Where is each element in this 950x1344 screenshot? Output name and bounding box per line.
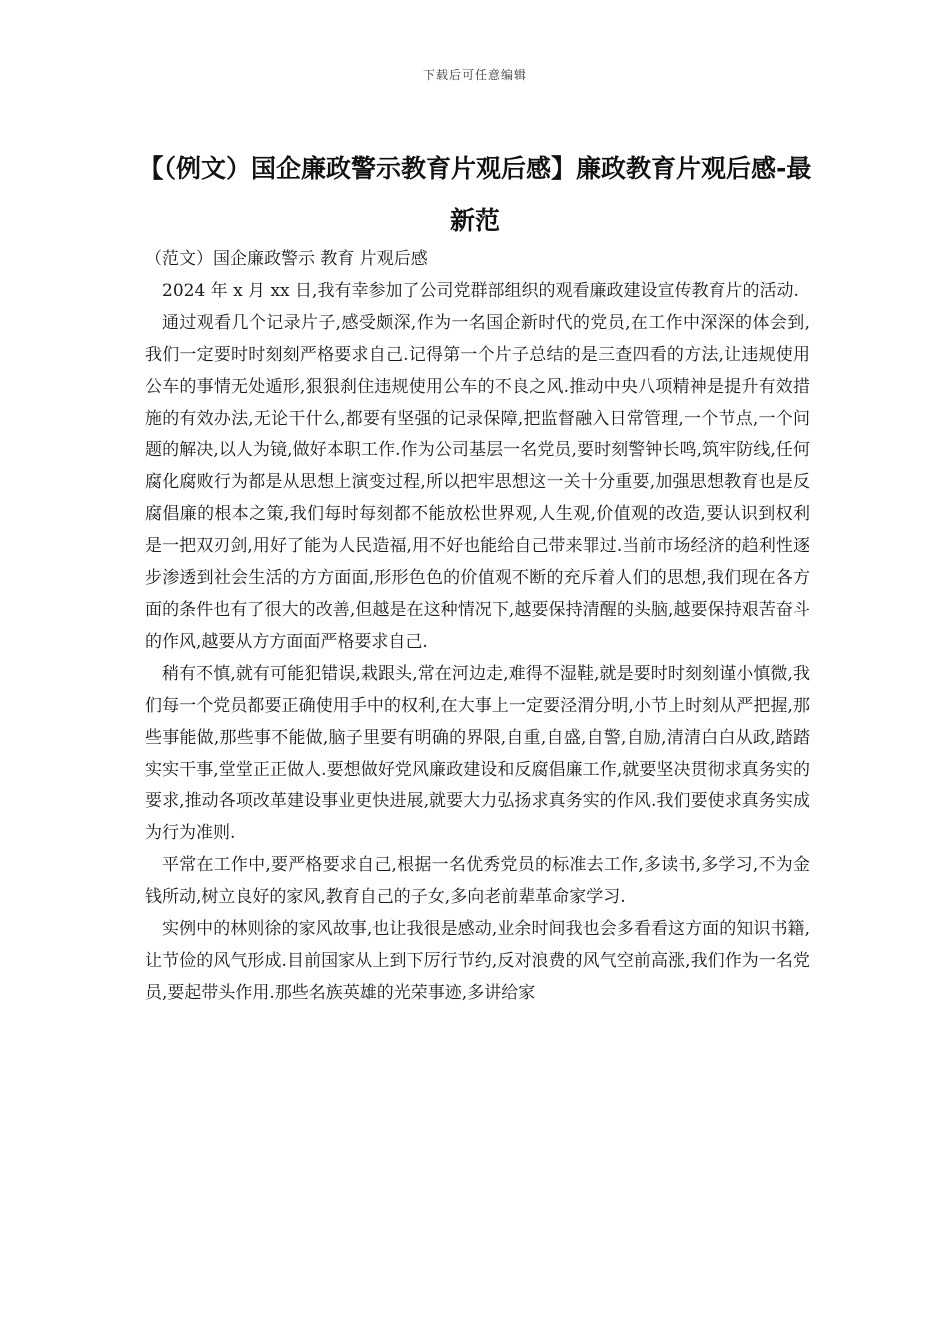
paragraph: 通过观看几个记录片子,感受颇深,作为一名国企新时代的党员,在工作中深深的体会到,我们一定要时时刻刻严格要求自己.记得第一个片子总结的是三查四看的方法,让违规使用公车的事情无处遁形,狠狠刹住违规使用公车的不良之风.推动中央八项精神是提升有效措施的有效办法,无论干什么,都要有坚强的记录保障,把监督融入日常管理,一个节点,一个问题的解决,以人为镜,做好本职工作.作为公司基层一名党员,要时刻警钟长鸣,筑牢防线,任何腐化腐败行为都是从思想上演变过程,所以把牢思想这一关十分重要,加强思想教育也是反腐倡廉的根本之策,我们每时每刻都不能放松世界观,人生观,价值观的改造,要认识到权利是一把双刃剑,用好了能为人民造福,用不好也能给自己带来罪过.当前市场经济的趋利性逐步渗透到社会生活的方方面面,形形色色的价值观不断的充斥着人们的思想,我们现在各方面的条件也有了很大的改善,但越是在这种情况下,越要保持清醒的头脑,越要保持艰苦奋斗的作风,越要从方方面面严格要求自己. xyxy=(145,312,810,652)
paragraph: 稍有不慎,就有可能犯错误,栽跟头,常在河边走,难得不湿鞋,就是要时时刻刻谨小慎微,我们每一个党员都要正确使用手中的权利,在大事上一定要泾渭分明,小节上时刻从严把握,那些事能做,那些事不能做,脑子里要有明确的界限,自重,自盛,自警,自励,清清白白从政,踏踏实实干事,堂堂正正做人.要想做好党风廉政建设和反腐倡廉工作,就要坚决贯彻求真务实的要求,推动各项改革建设事业更快进展,就要大力弘扬求真务实的作风.我们要使求真务实成为行为准则. xyxy=(145,663,810,844)
document-subtitle: （范文）国企廉政警示 教育 片观后感 xyxy=(145,249,428,269)
paragraph: 实例中的林则徐的家风故事,也让我很是感动,业余时间我也会多看看这方面的知识书籍,让节俭的风气形成.目前国家从上到下厉行节约,反对浪费的风气空前高涨,我们作为一名党员,要起带头作用.那些名族英雄的光荣事迹,多讲给家 xyxy=(145,919,810,1003)
paragraph: 2024 年 x 月 xx 日,我有幸参加了公司党群部组织的观看廉政建设宣传教育片的活动. xyxy=(162,280,799,301)
document-body xyxy=(145,244,810,1010)
paragraph: 平常在工作中,要严格要求自己,根据一名优秀党员的标准去工作,多读书,多学习,不为金钱所动,树立良好的家风,教育自己的子女,多向老前辈革命家学习. xyxy=(145,855,810,908)
document-title: 【（例文）国企廉政警示教育片观后感】廉政教育片观后感-最新范 xyxy=(138,154,812,235)
header-note: 下载后可任意编辑 xyxy=(422,68,527,82)
